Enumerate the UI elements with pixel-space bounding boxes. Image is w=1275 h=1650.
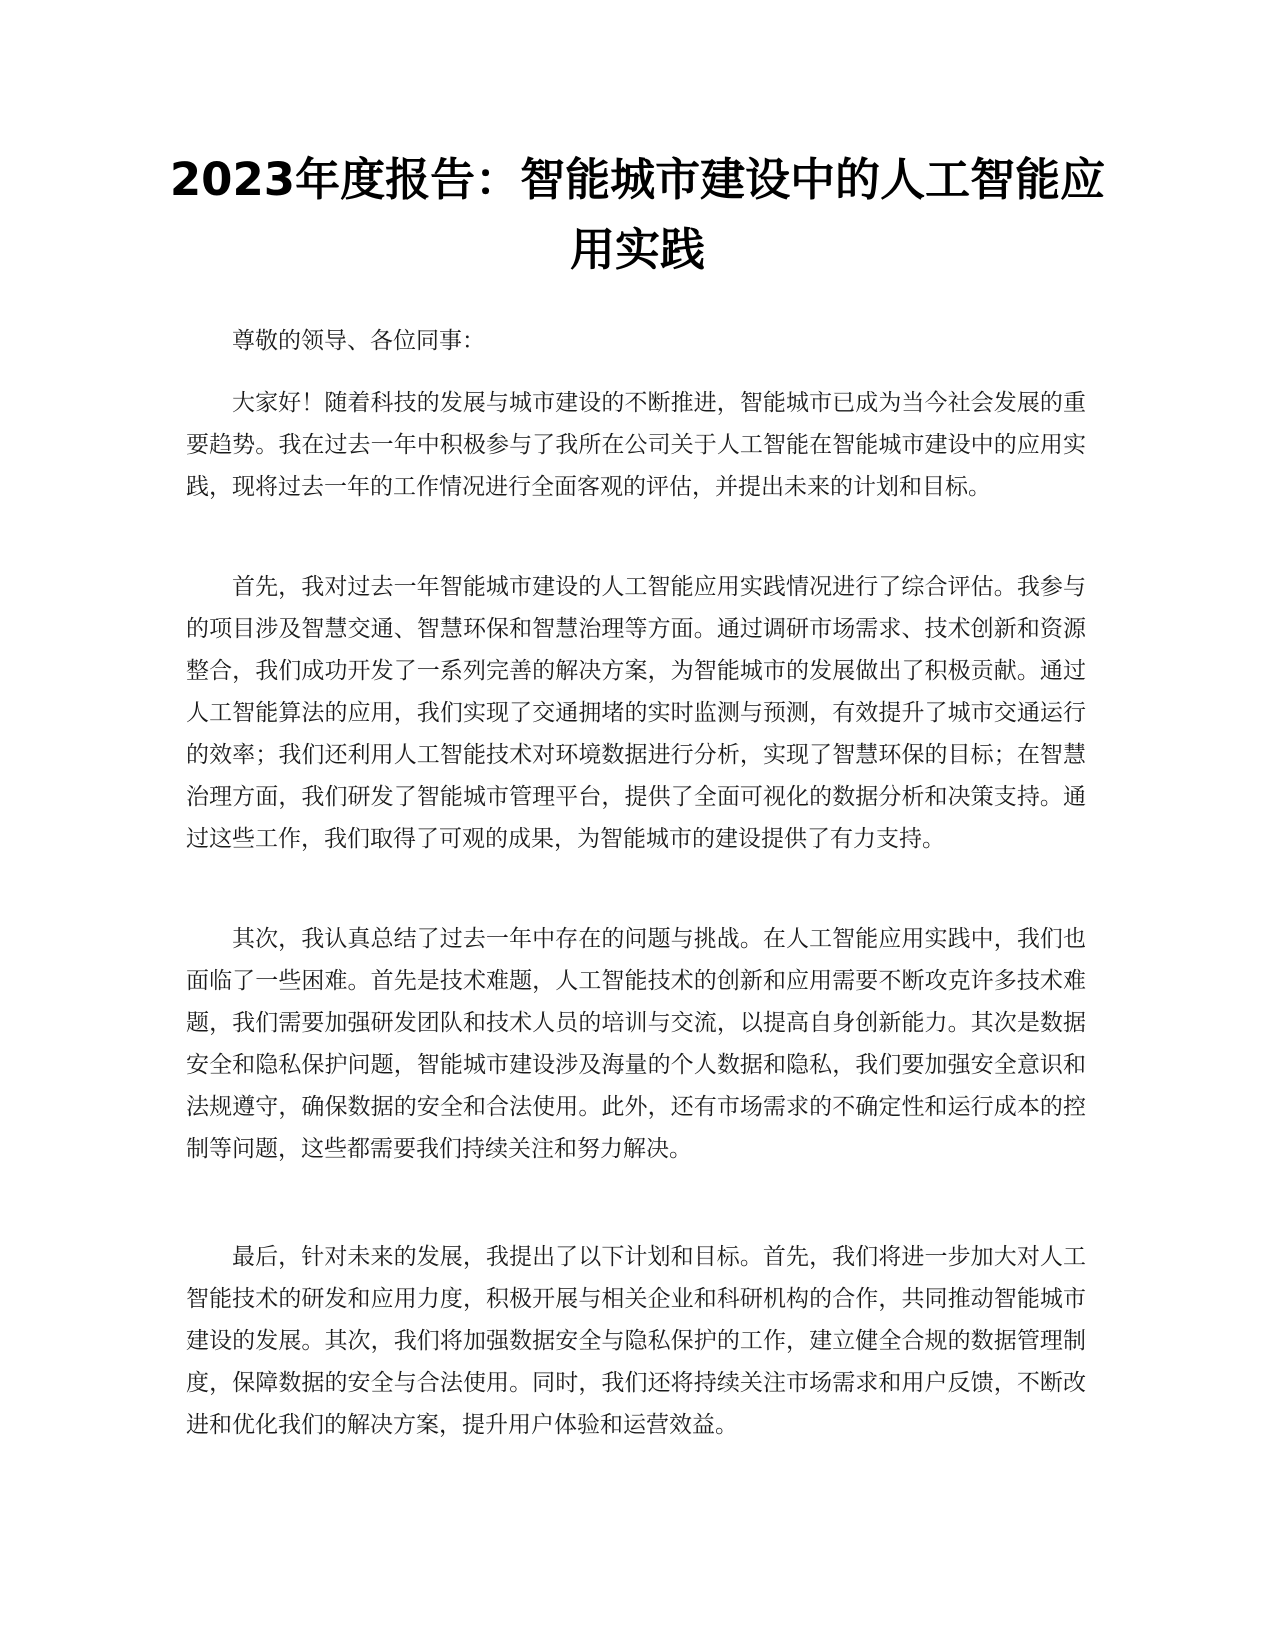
document-title: 2023年度报告：智能城市建设中的人工智能应用实践 — [169, 153, 1106, 276]
paragraph-evaluation: 首先，我对过去一年智能城市建设的人工智能应用实践情况进行了综合评估。我参与的项目涉及智慧交通、智慧环保和智慧治理等方面。通过调研市场需求、技术创新和资源整合，我们成功开发了一系列完善的解决方案，为智能城市的发展做出了积极贡献。通过人工智能算法的应用，我们实现了交通拥堵的实时监测与预测，有效提升了城市交通运行的效率；我们还利用人工智能技术对环境数据进行分析，实现了智慧环保的目标；在智慧治理方面，我们研发了智能城市管理平台，提供了全面可视化的数据分析和决策支持。通过这些工作，我们取得了可观的成果，为智能城市的建设提供了有力支持。 — [186, 574, 1086, 852]
paragraph-intro: 大家好！随着科技的发展与城市建设的不断推进，智能城市已成为当今社会发展的重要趋势。我在过去一年中积极参与了我所在公司关于人工智能在智能城市建设中的应用实践，现将过去一年的工作情况进行全面客观的评估，并提出未来的计划和目标。 — [186, 390, 1086, 500]
salutation: 尊敬的领导、各位同事： — [232, 328, 485, 354]
paragraph-challenges: 其次，我认真总结了过去一年中存在的问题与挑战。在人工智能应用实践中，我们也面临了一些困难。首先是技术难题，人工智能技术的创新和应用需要不断攻克许多技术难题，我们需要加强研发团队和技术人员的培训与交流，以提高自身创新能力。其次是数据安全和隐私保护问题，智能城市建设涉及海量的个人数据和隐私，我们要加强安全意识和法规遵守，确保数据的安全和合法使用。此外，还有市场需求的不确定性和运行成本的控制等问题，这些都需要我们持续关注和努力解决。 — [186, 926, 1086, 1162]
paragraph-plans: 最后，针对未来的发展，我提出了以下计划和目标。首先，我们将进一步加大对人工智能技术的研发和应用力度，积极开展与相关企业和科研机构的合作，共同推动智能城市建设的发展。其次，我们将加强数据安全与隐私保护的工作，建立健全合规的数据管理制度，保障数据的安全与合法使用。同时，我们还将持续关注市场需求和用户反馈，不断改进和优化我们的解决方案，提升用户体验和运营效益。 — [186, 1244, 1086, 1438]
